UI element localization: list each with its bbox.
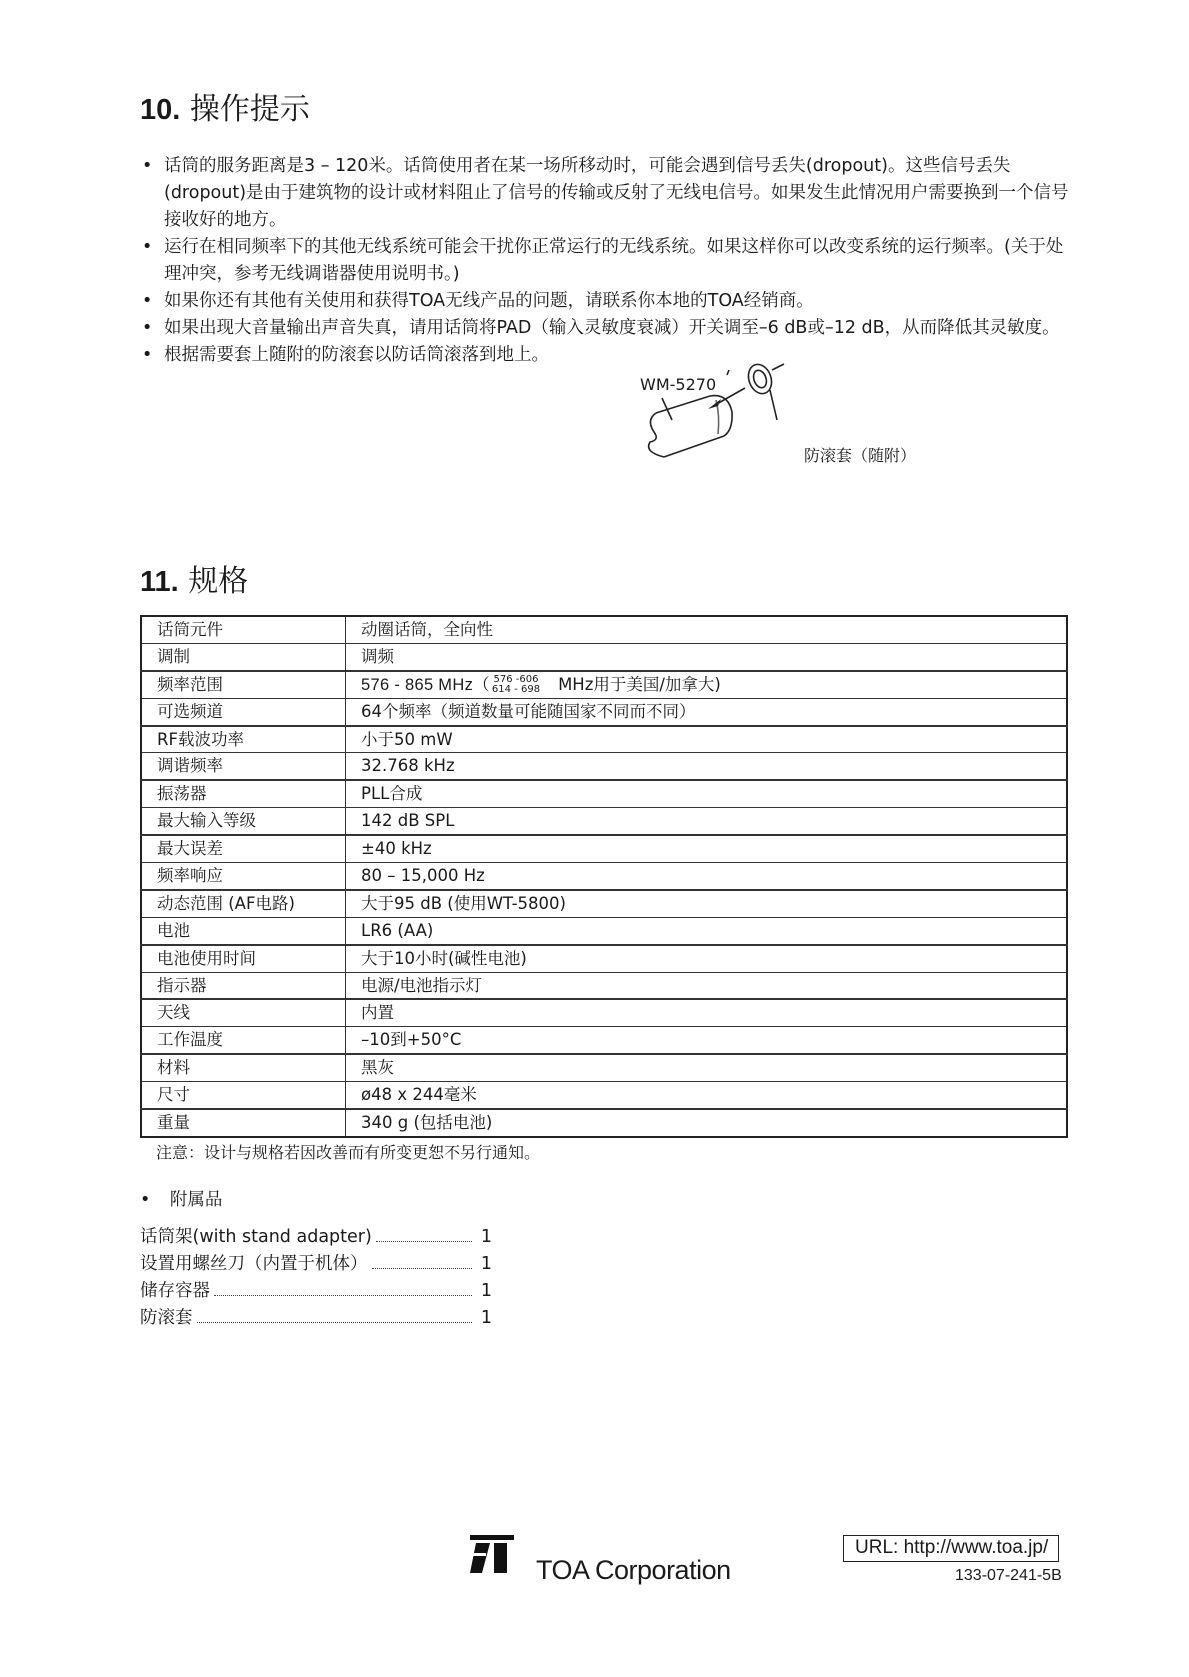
dot-leader bbox=[372, 1268, 473, 1269]
dot-leader bbox=[197, 1322, 473, 1323]
section-11-number: 11. bbox=[140, 566, 179, 598]
bullet-icon: • bbox=[142, 291, 153, 311]
table-row bbox=[141, 1082, 1067, 1109]
spec-value: 内置 bbox=[346, 999, 1068, 1026]
section-11-title: 规格 bbox=[188, 564, 249, 599]
spec-key: 指示器 bbox=[141, 972, 346, 999]
spec-key: 可选频道 bbox=[141, 698, 346, 725]
document-number: 133-07-241-5B bbox=[955, 1567, 1062, 1584]
tip-item: • 如果你还有其他有关使用和获得TOA无线产品的问题，请联系你本地的TOA经销商。 bbox=[140, 288, 1080, 315]
list-item bbox=[140, 1304, 492, 1331]
table-row bbox=[141, 917, 1067, 944]
accessory-qty: 1 bbox=[480, 1254, 492, 1274]
spec-value: ø48 x 244毫米 bbox=[346, 1082, 1068, 1109]
toa-logo-icon bbox=[470, 1535, 514, 1575]
table-row bbox=[141, 863, 1067, 890]
spec-value: PLL合成 bbox=[346, 780, 1068, 807]
section-10-number: 10. bbox=[140, 94, 181, 126]
spec-value: 大于10小时(碱性电池) bbox=[346, 945, 1068, 972]
list-item bbox=[140, 1277, 492, 1304]
spec-key: 电池使用时间 bbox=[141, 945, 346, 972]
bullet-icon: • bbox=[142, 237, 153, 257]
company-name: TOA Corporation bbox=[536, 1555, 731, 1585]
tip-item: • 运行在相同频率下的其他无线系统可能会干扰你正常运行的无线系统。如果这样你可以改变系统的运行频率。(关于处理冲突，参考无线调谐器使用说明书。) bbox=[140, 234, 1080, 288]
spec-key: 调谐频率 bbox=[141, 753, 346, 780]
spec-value: 电源/电池指示灯 bbox=[346, 972, 1068, 999]
specification-note: 注意：设计与规格若因改善而有所变更恕不另行通知。 bbox=[156, 1143, 541, 1162]
accessory-name: 防滚套 bbox=[140, 1308, 193, 1328]
dot-leader bbox=[376, 1241, 472, 1242]
accessory-name: 设置用螺丝刀（内置于机体） bbox=[140, 1254, 368, 1274]
spec-key: 频率范围 bbox=[141, 671, 346, 698]
spec-value: 大于95 dB (使用WT-5800) bbox=[346, 890, 1068, 917]
microphone-drawing bbox=[632, 360, 932, 480]
spec-value: ±40 kHz bbox=[346, 835, 1068, 862]
spec-key: 天线 bbox=[141, 999, 346, 1026]
accessories-list bbox=[140, 1223, 492, 1331]
company-url[interactable]: URL: http://www.toa.jp/ bbox=[843, 1535, 1059, 1562]
specifications-table bbox=[140, 615, 1068, 1138]
table-row bbox=[141, 753, 1067, 780]
spec-value: LR6 (AA) bbox=[346, 917, 1068, 944]
spec-key: 工作温度 bbox=[141, 1027, 346, 1054]
spec-key: RF载波功率 bbox=[141, 726, 346, 753]
table-row bbox=[141, 890, 1067, 917]
bullet-icon: • bbox=[142, 318, 153, 338]
bullet-icon: • bbox=[140, 1190, 151, 1210]
spec-key: 最大输入等级 bbox=[141, 808, 346, 835]
bullet-icon: • bbox=[142, 156, 153, 176]
table-row bbox=[141, 643, 1067, 670]
spec-value: 80 – 15,000 Hz bbox=[346, 863, 1068, 890]
spec-key: 最大误差 bbox=[141, 835, 346, 862]
spec-value: 32.768 kHz bbox=[346, 753, 1068, 780]
table-row bbox=[141, 1109, 1067, 1137]
accessory-qty: 1 bbox=[480, 1308, 492, 1328]
table-row bbox=[141, 972, 1067, 999]
tip-item: • 根据需要套上随附的防滚套以防话筒滚落到地上。 bbox=[140, 342, 604, 369]
spec-key: 材料 bbox=[141, 1054, 346, 1081]
spec-value: 340 g (包括电池) bbox=[346, 1109, 1068, 1137]
spec-key: 重量 bbox=[141, 1109, 346, 1137]
spec-value: 动圈话筒，全向性 bbox=[346, 616, 1068, 643]
section-11-heading bbox=[140, 564, 248, 600]
table-row bbox=[141, 1054, 1067, 1081]
spec-value: 64个频率（频道数量可能随国家不同而不同） bbox=[346, 698, 1068, 725]
operation-tips-list bbox=[140, 153, 1080, 369]
table-row bbox=[141, 726, 1067, 753]
spec-key: 尺寸 bbox=[141, 1082, 346, 1109]
table-row bbox=[141, 616, 1067, 643]
table-row bbox=[141, 1027, 1067, 1054]
bullet-icon: • bbox=[142, 345, 153, 365]
anti-roll-ring-label: 防滚套（随附） bbox=[804, 446, 917, 465]
tip-item: • 如果出现大音量输出声音失真，请用话筒将PAD（输入灵敏度衰减）开关调至–6 dB或–12 dB，从而降低其灵敏度。 bbox=[140, 315, 1080, 342]
spec-value bbox=[346, 671, 1068, 698]
table-row bbox=[141, 945, 1067, 972]
dot-leader bbox=[214, 1295, 472, 1296]
section-10-heading bbox=[140, 92, 310, 128]
arrow-icon bbox=[708, 399, 721, 409]
accessory-name: 话筒架(with stand adapter) bbox=[140, 1227, 372, 1247]
accessory-qty: 1 bbox=[480, 1227, 492, 1247]
frequency-range-note: MHz用于美国/加拿大) bbox=[558, 674, 721, 694]
accessory-name: 储存容器 bbox=[140, 1281, 210, 1301]
us-canada-range: 576 -606 614 - 698 bbox=[491, 673, 541, 695]
table-row bbox=[141, 671, 1067, 698]
spec-value: 调频 bbox=[346, 643, 1068, 670]
spec-key: 动态范围 (AF电路) bbox=[141, 890, 346, 917]
model-label: WM-5270 bbox=[640, 375, 717, 394]
spec-key: 电池 bbox=[141, 917, 346, 944]
accessories-heading: • 附属品 bbox=[140, 1190, 223, 1210]
spec-key: 频率响应 bbox=[141, 863, 346, 890]
anti-roll-ring-figure bbox=[632, 360, 932, 480]
list-item bbox=[140, 1223, 492, 1250]
table-row bbox=[141, 808, 1067, 835]
spec-key: 话筒元件 bbox=[141, 616, 346, 643]
section-10-title: 操作提示 bbox=[189, 92, 310, 127]
list-item bbox=[140, 1250, 492, 1277]
spec-value: –10到+50°C bbox=[346, 1027, 1068, 1054]
spec-value: 黑灰 bbox=[346, 1054, 1068, 1081]
accessory-qty: 1 bbox=[480, 1281, 492, 1301]
table-row bbox=[141, 835, 1067, 862]
tip-item: • 话筒的服务距离是3 – 120米。话筒使用者在某一场所移动时，可能会遇到信号丢失(dropout)。这些信号丢失(dropout)是由于建筑物的设计或材料阻止了信号的传输或反射了无线电信号。如果发生此情况用户需要换到一个信号接收好的地方。 bbox=[140, 153, 1080, 234]
table-row bbox=[141, 999, 1067, 1026]
spec-key: 振荡器 bbox=[141, 780, 346, 807]
spec-value: 小于50 mW bbox=[346, 726, 1068, 753]
table-row bbox=[141, 780, 1067, 807]
spec-value: 142 dB SPL bbox=[346, 808, 1068, 835]
table-row bbox=[141, 698, 1067, 725]
spec-key: 调制 bbox=[141, 643, 346, 670]
frequency-range-value: 576 - 865 MHz（ bbox=[361, 675, 490, 694]
